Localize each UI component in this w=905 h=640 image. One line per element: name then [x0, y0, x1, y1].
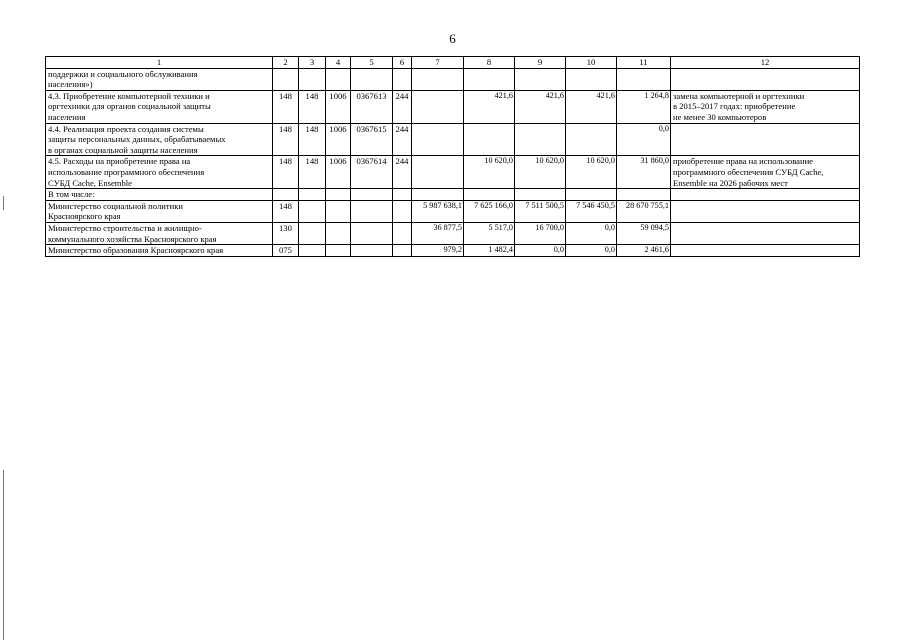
table-cell: 16 700,0 [515, 222, 566, 244]
table-cell [351, 189, 393, 201]
table-cell: 5 517,0 [464, 222, 515, 244]
table-cell [515, 123, 566, 156]
table-cell: 1006 [326, 123, 351, 156]
table-cell: 2 461,6 [617, 245, 671, 257]
table-cell: 7 511 500,5 [515, 200, 566, 222]
table-cell [515, 189, 566, 201]
table-cell: 10 620,0 [515, 156, 566, 189]
table-cell [351, 68, 393, 90]
scan-edge-line [3, 470, 4, 640]
table-cell: 0367613 [351, 90, 393, 123]
table-cell: 244 [393, 123, 412, 156]
column-header: 12 [671, 57, 860, 69]
item-4-5-row [46, 156, 860, 189]
table-cell [351, 245, 393, 257]
table-cell [326, 68, 351, 90]
table-cell [464, 189, 515, 201]
table-cell [671, 123, 860, 156]
table-cell [412, 90, 464, 123]
table-cell [412, 156, 464, 189]
table-cell [671, 245, 860, 257]
table-cell: приобретение права на использование программного обеспечения СУБД Cache, Ensemble на 2026 рабочих мест [671, 156, 860, 189]
table-cell: 0,0 [566, 222, 617, 244]
table-cell: 7 625 166,0 [464, 200, 515, 222]
table-cell: 148 [273, 200, 299, 222]
table-cell: 421,6 [566, 90, 617, 123]
table-cell [299, 222, 326, 244]
table-cell: 1006 [326, 90, 351, 123]
table-cell [566, 123, 617, 156]
table-cell [326, 222, 351, 244]
table-cell: 130 [273, 222, 299, 244]
column-header: 5 [351, 57, 393, 69]
table-cell: 1 482,4 [464, 245, 515, 257]
table-cell: 244 [393, 156, 412, 189]
table-cell [326, 189, 351, 201]
table-cell [393, 189, 412, 201]
table-cell: 1 264,8 [617, 90, 671, 123]
table-cell [671, 68, 860, 90]
table-cell: 421,6 [464, 90, 515, 123]
table-cell [299, 68, 326, 90]
table-cell [671, 200, 860, 222]
table-cell: 28 670 755,1 [617, 200, 671, 222]
table-cell: 31 860,0 [617, 156, 671, 189]
table-cell: 148 [273, 156, 299, 189]
column-header: 11 [617, 57, 671, 69]
column-header: 7 [412, 57, 464, 69]
table-cell: замена компьютерной и оргтехники в 2015–2017 годах: приобретение не менее 30 компьютеров [671, 90, 860, 123]
table-cell: поддержки и социального обслуживания населения») [46, 68, 273, 90]
table-cell [393, 200, 412, 222]
table-cell: Министерство социальной политики Красноярского края [46, 200, 273, 222]
table-cell [464, 68, 515, 90]
table-cell [326, 245, 351, 257]
column-header: 6 [393, 57, 412, 69]
table-cell [273, 68, 299, 90]
table-cell: 148 [299, 123, 326, 156]
item-4-4-row [46, 123, 860, 156]
budget-table [45, 56, 860, 257]
table-cell [299, 200, 326, 222]
table-cell [671, 189, 860, 201]
column-header: 4 [326, 57, 351, 69]
item-4-3-row [46, 90, 860, 123]
table-cell: 7 546 450,5 [566, 200, 617, 222]
table-cell: 0,0 [515, 245, 566, 257]
table-cell: 0367615 [351, 123, 393, 156]
table-cell: 0,0 [617, 123, 671, 156]
table-cell [299, 245, 326, 257]
table-cell: 59 094,5 [617, 222, 671, 244]
table-cell [273, 189, 299, 201]
table-cell: 148 [299, 90, 326, 123]
column-header: 10 [566, 57, 617, 69]
table-cell [566, 189, 617, 201]
column-header: 3 [299, 57, 326, 69]
table-cell [351, 200, 393, 222]
table-cell [671, 222, 860, 244]
column-header: 8 [464, 57, 515, 69]
table-cell [412, 123, 464, 156]
table-cell [617, 68, 671, 90]
table-cell [412, 68, 464, 90]
table-cell [515, 68, 566, 90]
table-cell: Министерство строительства и жилищно- коммунального хозяйства Красноярского края [46, 222, 273, 244]
table-cell: 4.5. Расходы на приобретение права на использование программного обеспечения СУБД Cache, Ensemble [46, 156, 273, 189]
table-cell: Министерство образования Красноярского края [46, 245, 273, 257]
table-cell [326, 200, 351, 222]
table-cell: 148 [299, 156, 326, 189]
table-cell: 5 987 638,1 [412, 200, 464, 222]
page-number: 6 [449, 31, 456, 46]
column-header: 2 [273, 57, 299, 69]
table-cell [351, 222, 393, 244]
table-cell: 1006 [326, 156, 351, 189]
table-cell [464, 123, 515, 156]
table-cell: 244 [393, 90, 412, 123]
ministry-education-row [46, 245, 860, 257]
table-cell: 075 [273, 245, 299, 257]
table-cell: В том числе: [46, 189, 273, 201]
including-row [46, 189, 860, 201]
table-cell [566, 68, 617, 90]
table-header-row [46, 57, 860, 69]
table-cell: 10 620,0 [566, 156, 617, 189]
ministry-social-policy-row [46, 200, 860, 222]
table-cell: 10 620,0 [464, 156, 515, 189]
table-cell: 0,0 [566, 245, 617, 257]
table-cell: 4.3. Приобретение компьютерной техники и оргтехники для органов социальной защиты населения [46, 90, 273, 123]
scan-edge-line [3, 196, 4, 210]
continuation-row [46, 68, 860, 90]
table-cell: 979,2 [412, 245, 464, 257]
column-header: 9 [515, 57, 566, 69]
table-cell: 4.4. Реализация проекта создания системы защиты персональных данных, обрабатываемых в органах социальной защиты населения [46, 123, 273, 156]
table-cell [299, 189, 326, 201]
table-cell: 0367614 [351, 156, 393, 189]
table-cell [412, 189, 464, 201]
table-cell: 148 [273, 90, 299, 123]
table-cell [393, 68, 412, 90]
table-body [46, 68, 860, 256]
table-cell [393, 245, 412, 257]
table-cell [393, 222, 412, 244]
ministry-construction-row [46, 222, 860, 244]
table-cell [617, 189, 671, 201]
table-cell: 421,6 [515, 90, 566, 123]
column-header: 1 [46, 57, 273, 69]
table-cell: 36 877,5 [412, 222, 464, 244]
table-cell: 148 [273, 123, 299, 156]
